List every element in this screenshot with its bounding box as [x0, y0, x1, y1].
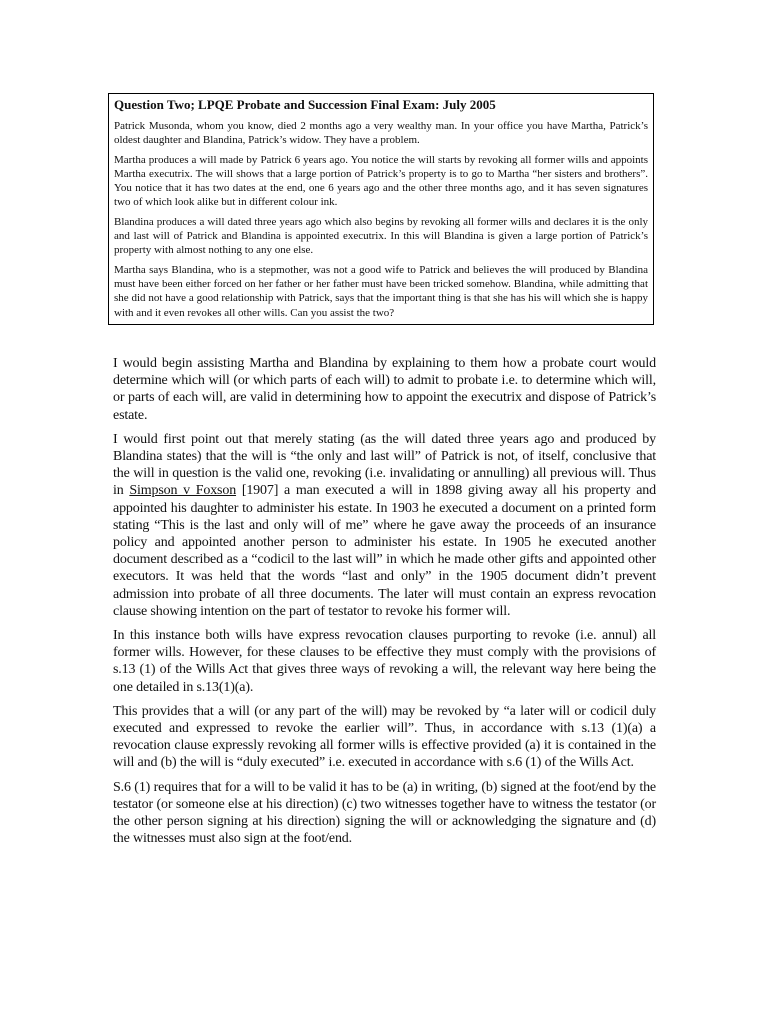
answer-paragraph: I would begin assisting Martha and Blandina by explaining to them how a probate court would determine which will (or which parts of each will) to admit to probate i.e. to determine which will, or parts of each will, are valid in determining how to appoint the executrix and dispose of Patrick’s estate. [113, 356, 656, 423]
answer-body [113, 355, 656, 854]
question-paragraph: Martha says Blandina, who is a stepmother, was not a good wife to Patrick and believes the will produced by Blandina must have been either forced on her father or her father must have been tricked somehow. Blandina, while admitting that she did not have a good relationship with Patrick, says that the important thing is that she has his will which she is happy with and it even revokes all other wills. Can you assist the two? [114, 263, 648, 319]
answer-paragraph [113, 431, 656, 620]
answer-text: [1907] a man executed a will in 1898 giving away all his property and appointed his daughter to administer his estate. In 1903 he executed a document on a printed form stating “This is the last and only will of me” where he gave away the proceeds of an insurance policy and appointed another person to administer his estate. In 1905 he executed another document described as a “codicil to the last will” in which he made other gifts and appointed other executors. It was held that the words “last and only” in the 1905 document didn’t prevent admission into probate of all three documents. The later will must contain an express revocation clause showing intention on the part of testator to revoke his former will. [113, 483, 656, 619]
question-title: Question Two; LPQE Probate and Succession Final Exam: July 2005 [114, 97, 496, 112]
answer-paragraph: In this instance both wills have express revocation clauses purporting to revoke (i.e. annul) all former wills. However, for these clauses to be effective they must comply with the provisions of s.13 (1) of the Wills Act that gives three ways of revoking a will, the relevant way here being the one detailed in s.13(1)(a). [113, 628, 656, 695]
question-box [108, 93, 654, 325]
answer-text: I would first point out that merely stating (as the will dated three years ago and produced by Blandina states) that the will is “the only and last will” of Patrick is not, of itself, conclusive that the will in question is the valid one, revoking (i.e. invalidating or annulling) all previous will. Thus in [113, 431, 656, 499]
question-paragraph: Blandina produces a will dated three years ago which also begins by revoking all former wills and declares it is the only and last will of Patrick and Blandina is appointed executrix. In this will Blandina is given a large portion of Patrick’s property with almost nothing to any one else. [114, 215, 648, 257]
question-paragraph: Martha produces a will made by Patrick 6 years ago. You notice the will starts by revoking all former wills and appoints Martha executrix. The will shows that a large portion of Patrick’s property is to go to Martha “her sisters and brothers”. You notice that it has two dates at the end, one 6 years ago and the other three months ago, and it has seven signatures two of which look alike but in different colour ink. [114, 153, 648, 209]
answer-paragraph: S.6 (1) requires that for a will to be valid it has to be (a) in writing, (b) signed at the foot/end by the testator (or someone else at his direction) (c) two witnesses together have to witness the testator (or the other person signing at his direction) signing the will or acknowledging the signature and (d) the witnesses must also sign at the foot/end. [113, 779, 656, 847]
answer-paragraph: This provides that a will (or any part of the will) may be revoked by “a later will or codicil duly executed and expressed to revoke the earlier will”. Thus, in accordance with s.13 (1)(a) a revocation clause expressly revoking all former wills is effective provided (a) it is contained in the will and (b) the will is “duly executed” i.e. executed in accordance with s.6 (1) of the Wills Act. [113, 703, 656, 771]
question-paragraph: Patrick Musonda, whom you know, died 2 months ago a very wealthy man. In your office you have Martha, Patrick’s oldest daughter and Blandina, Patrick’s widow. They have a problem. [114, 120, 648, 147]
case-citation: Simpson v Foxson [129, 483, 237, 499]
